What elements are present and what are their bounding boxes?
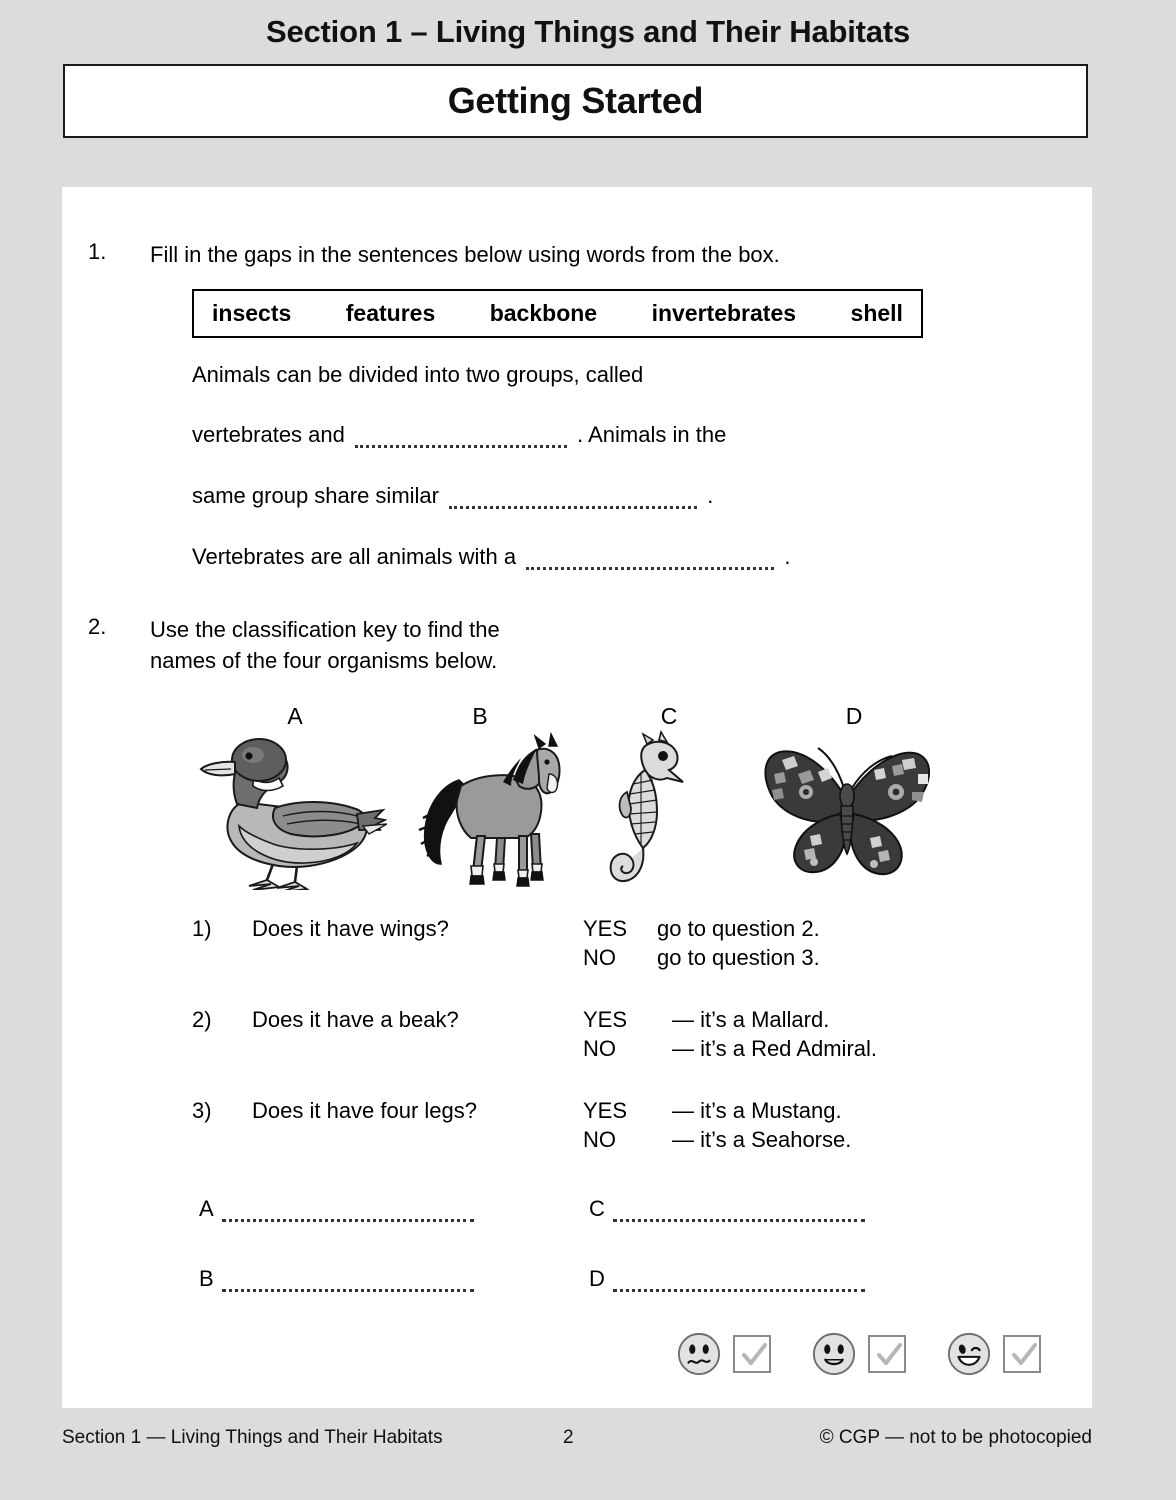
sentence-1-text: Animals can be divided into two groups, called bbox=[192, 362, 644, 387]
answer-label-b: B bbox=[199, 1266, 214, 1291]
self-assessment-checkbox-2[interactable] bbox=[868, 1335, 906, 1373]
answer-line-c[interactable] bbox=[589, 1196, 865, 1222]
tick-icon bbox=[874, 1340, 904, 1370]
key-no-label-1: NO bbox=[583, 945, 616, 970]
key-yes-label-2: YES bbox=[583, 1007, 628, 1032]
organism-figure-row bbox=[62, 730, 1092, 890]
footer-page-number: 2 bbox=[563, 1427, 574, 1448]
sentence-line-2 bbox=[192, 422, 726, 448]
key-yes-outcome-2: — it’s a Mallard. bbox=[672, 1007, 830, 1032]
question-1-prompt: Fill in the gaps in the sentences below using words from the box. bbox=[150, 242, 780, 267]
key-question-3: Does it have four legs? bbox=[252, 1098, 478, 1123]
word-bank-item-0: insects bbox=[212, 300, 292, 326]
butterfly-red-admiral-illustration bbox=[752, 730, 942, 890]
confused-face-icon bbox=[676, 1331, 722, 1377]
organism-label-a: A bbox=[287, 703, 303, 729]
answer-dots-d[interactable] bbox=[613, 1275, 865, 1292]
organism-label-c: C bbox=[660, 703, 678, 729]
sentence-3-text-after: . bbox=[707, 483, 714, 508]
word-bank-item-3: invertebrates bbox=[651, 300, 797, 326]
page-footer bbox=[0, 1427, 1176, 1467]
seahorse-illustration bbox=[607, 730, 717, 890]
word-bank-item-2: backbone bbox=[489, 300, 598, 326]
key-question-1: Does it have wings? bbox=[252, 916, 449, 941]
answer-dots-c[interactable] bbox=[613, 1205, 865, 1222]
question-2-prompt-line-1: Use the classification key to find the bbox=[150, 617, 500, 642]
answer-line-d[interactable] bbox=[589, 1266, 865, 1292]
key-no-outcome-2: — it’s a Red Admiral. bbox=[672, 1036, 878, 1061]
answer-label-a: A bbox=[199, 1196, 214, 1221]
sentence-line-1 bbox=[192, 362, 643, 388]
word-bank-box bbox=[192, 289, 923, 338]
sentence-line-3 bbox=[192, 483, 713, 509]
duck-mallard-illustration bbox=[187, 730, 387, 890]
key-yes-label-1: YES bbox=[583, 916, 628, 941]
answer-blank-3[interactable] bbox=[526, 553, 774, 570]
horse-mustang-illustration bbox=[407, 730, 567, 890]
section-heading: Section 1 – Living Things and Their Habitats bbox=[265, 14, 911, 49]
self-assessment-option-1 bbox=[676, 1331, 771, 1377]
key-no-outcome-1: go to question 3. bbox=[657, 945, 820, 970]
sentence-2-text-after: . Animals in the bbox=[577, 422, 727, 447]
tick-icon bbox=[739, 1340, 769, 1370]
answer-dots-a[interactable] bbox=[222, 1205, 474, 1222]
question-2-number: 2. bbox=[88, 614, 107, 639]
self-assessment-option-3 bbox=[946, 1331, 1041, 1377]
tick-icon bbox=[1009, 1340, 1039, 1370]
winking-happy-face-icon bbox=[946, 1331, 992, 1377]
key-yes-outcome-3: — it’s a Mustang. bbox=[672, 1098, 842, 1123]
key-question-2: Does it have a beak? bbox=[252, 1007, 459, 1032]
sentence-3-text-before: same group share similar bbox=[192, 483, 439, 508]
self-assessment-checkbox-1[interactable] bbox=[733, 1335, 771, 1373]
self-assessment-option-2 bbox=[811, 1331, 906, 1377]
sentence-4-text-after: . bbox=[784, 544, 791, 569]
sentence-2-text-before: vertebrates and bbox=[192, 422, 345, 447]
answer-line-a[interactable] bbox=[199, 1196, 474, 1222]
key-yes-label-3: YES bbox=[583, 1098, 628, 1123]
question-1-number: 1. bbox=[88, 239, 107, 264]
sentence-line-4 bbox=[192, 544, 790, 570]
key-no-label-3: NO bbox=[583, 1127, 616, 1152]
organism-label-row bbox=[62, 703, 1092, 733]
organism-label-b: B bbox=[472, 703, 488, 729]
self-assessment-checkbox-3[interactable] bbox=[1003, 1335, 1041, 1373]
key-index-2: 2) bbox=[192, 1007, 212, 1032]
sentence-4-text-before: Vertebrates are all animals with a bbox=[192, 544, 517, 569]
answer-line-b[interactable] bbox=[199, 1266, 474, 1292]
word-bank-item-4: shell bbox=[850, 300, 903, 326]
answer-label-c: C bbox=[589, 1196, 605, 1221]
neutral-smile-face-icon bbox=[811, 1331, 857, 1377]
page-title-box bbox=[63, 64, 1088, 138]
key-index-1: 1) bbox=[192, 916, 212, 941]
answer-dots-b[interactable] bbox=[222, 1275, 474, 1292]
footer-copyright: © CGP — not to be photocopied bbox=[819, 1427, 1092, 1448]
question-2-prompt-line-2: names of the four organisms below. bbox=[150, 648, 498, 673]
answer-label-d: D bbox=[589, 1266, 605, 1291]
key-index-3: 3) bbox=[192, 1098, 212, 1123]
key-no-label-2: NO bbox=[583, 1036, 616, 1061]
answer-blank-1[interactable] bbox=[355, 431, 567, 448]
footer-section-text: Section 1 — Living Things and Their Habitats bbox=[62, 1427, 443, 1448]
organism-label-d: D bbox=[845, 703, 863, 729]
self-assessment-row bbox=[676, 1326, 1056, 1382]
answer-blank-2[interactable] bbox=[449, 492, 697, 509]
key-yes-outcome-1: go to question 2. bbox=[657, 916, 820, 941]
page-title: Getting Started bbox=[447, 80, 704, 121]
word-bank-item-1: features bbox=[345, 300, 436, 326]
key-no-outcome-3: — it’s a Seahorse. bbox=[672, 1127, 852, 1152]
